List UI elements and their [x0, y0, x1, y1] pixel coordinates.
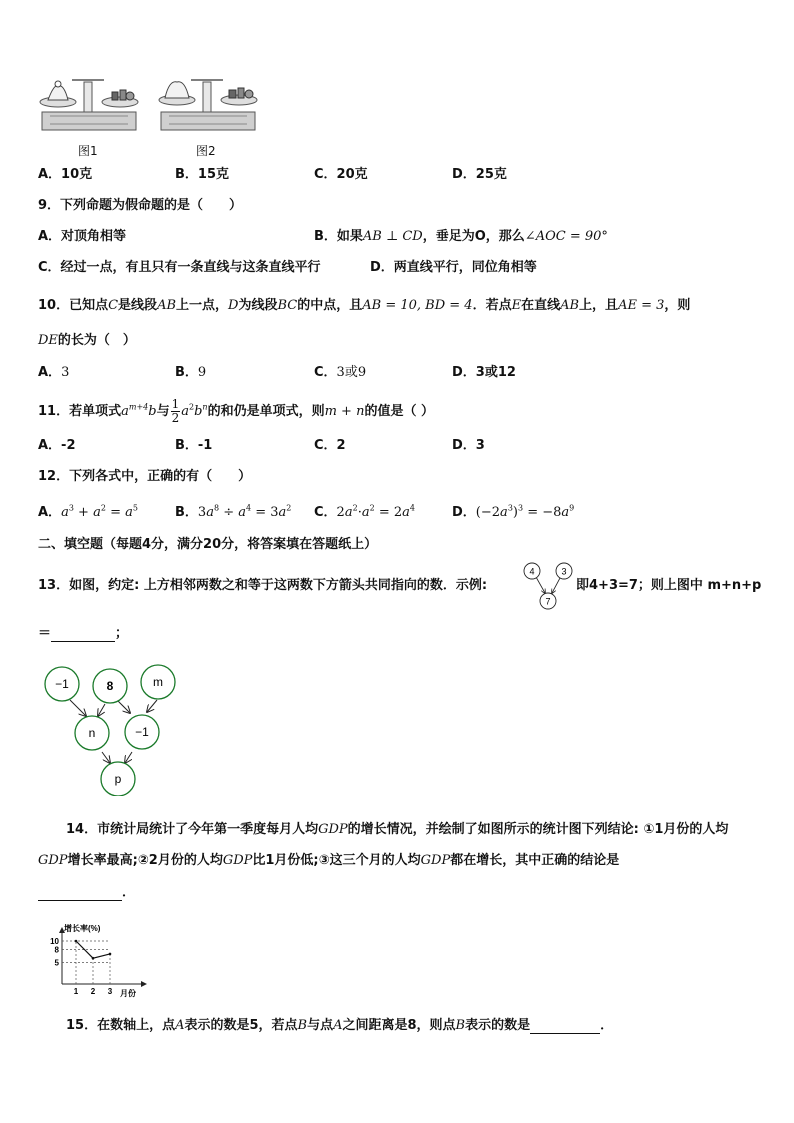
q10-stem-line-2: DE的长为（ ）	[38, 333, 136, 348]
q14-stem-line-2: GDP增长率最高;②2月份的人均GDP比1月份低;③这三个月的人均GDP都在增长，其中正确的结论是	[38, 853, 620, 868]
svg-text:p: p	[114, 772, 122, 786]
q11-stem: 11．若单项式$a^{m+4}b$与 $\frac{1}{2}$ $a^2b^n$的和仍是单项式，则m + n的值是（ ）	[38, 397, 434, 425]
q14-stem-line-1: 14．市统计局统计了今年第一季度每月人均GDP的增长情况，并绘制了如图所示的统计图下列结论: ①1月份的人均	[66, 822, 729, 837]
q12-option-a: A．$a^3 + a^2 = a^5$	[38, 503, 138, 520]
q13-answer-line: ＝ ；	[38, 626, 129, 641]
y-tick-label-10: 10	[50, 937, 59, 946]
q12-stem: 12．下列各式中，正确的有（ ）	[38, 469, 252, 484]
chart-xlabel: 月份	[120, 989, 136, 998]
example-node-4	[524, 563, 540, 579]
figure-1-caption: 图1	[78, 144, 98, 158]
q13-answer-blank[interactable]	[51, 628, 115, 642]
q15-answer-blank[interactable]	[530, 1020, 600, 1034]
q14-answer-line: ．	[38, 885, 135, 901]
q12-option-c: C．$2a^2\cdot a^2 = 2a^4$	[314, 503, 415, 520]
node-minus1-top	[45, 667, 79, 701]
fraction-one-half: $\frac{1}{2}$	[171, 397, 180, 425]
svg-text:8: 8	[106, 679, 114, 693]
y-tick-label-5: 5	[54, 958, 59, 968]
q13-number-tree-diagram	[40, 656, 190, 796]
q8-option-d: D．25克	[452, 167, 507, 182]
svg-text:−1: −1	[135, 725, 149, 739]
arrow-8-to-minus1	[118, 701, 130, 713]
q8-option-a: A．10克	[38, 167, 93, 182]
balance-scale-figure-1	[36, 76, 142, 136]
q8-option-b: B．15克	[175, 167, 229, 182]
q11-option-c: C．2	[314, 438, 346, 453]
q9-option-a: A．对顶角相等	[38, 229, 127, 244]
q10-option-c: C．3或9	[314, 365, 367, 380]
q10-option-b: B．9	[175, 365, 207, 380]
q10-option-d: D．3或12	[452, 365, 516, 380]
x-tick-label-2: 2	[90, 987, 96, 996]
q10-option-a: A．3	[38, 365, 70, 380]
q15-stem: 15．在数轴上，点A表示的数是5，若点B与点A之间距离是8，则点B表示的数是 ．	[66, 1018, 614, 1033]
node-minus1-middle	[125, 715, 159, 749]
q10-stem-line-1: 10．已知点C是线段AB上一点，D为线段BC的中点，且AB = 10, BD = 4．若点E在直线AB上，且AE = 3，则	[38, 298, 691, 313]
svg-text:m: m	[153, 675, 163, 689]
section-2-heading: 二、填空题（每题4分，满分20分，将答案填在答题纸上）	[38, 537, 378, 552]
q9-option-d: D．两直线平行，同位角相等	[370, 260, 537, 275]
q8-option-c: C．20克	[314, 167, 368, 182]
chart-ylabel: 增长率(%)	[64, 924, 101, 933]
x-tick-label-1: 1	[73, 987, 79, 996]
q11-option-d: D．3	[452, 438, 485, 453]
q11-option-a: A．-2	[38, 438, 76, 453]
x-tick-label-3: 3	[107, 987, 113, 996]
series-line-growth-rate	[76, 941, 110, 958]
q14-answer-blank[interactable]	[38, 887, 122, 901]
arrow-8-to-n	[98, 704, 105, 716]
example-node-7	[540, 593, 556, 609]
svg-text:4: 4	[529, 566, 535, 577]
svg-text:−1: −1	[55, 677, 69, 691]
q13-example-diagram	[520, 561, 576, 611]
arrow-n-to-p	[102, 752, 110, 763]
svg-text:7: 7	[545, 596, 551, 607]
gdp-growth-line-chart	[42, 922, 150, 1002]
node-p	[101, 762, 135, 796]
node-m	[141, 665, 175, 699]
q9-option-c: C．经过一点，有且只有一条直线与这条直线平行	[38, 260, 321, 275]
arrow-minus1-to-p	[125, 752, 132, 763]
example-node-3	[556, 563, 572, 579]
figure-2-caption: 图2	[196, 144, 216, 158]
data-point-month-2	[92, 957, 95, 960]
q9-option-b: B．如果AB ⊥ CD，垂足为O，那么∠AOC = 90°	[314, 229, 608, 244]
arrow-minus1-to-n	[70, 700, 86, 716]
arrow-m-to-minus1	[147, 700, 157, 712]
balance-scale-figure-2	[155, 76, 261, 136]
q13-stem: 13．如图，约定: 上方相邻两数之和等于这两数下方箭头共同指向的数．示例:	[38, 578, 488, 593]
q12-option-d: D．$(-2a^3)^3 = -8a^9$	[452, 503, 575, 520]
q11-option-b: B．-1	[175, 438, 213, 453]
q9-stem: 9．下列命题为假命题的是（ ）	[38, 198, 243, 213]
node-8	[93, 669, 127, 703]
data-point-month-3	[109, 953, 112, 956]
data-point-month-1	[75, 940, 78, 943]
y-tick-label-8: 8	[54, 945, 59, 955]
q13-stem-continued: 即4+3=7；则上图中 m+n+p	[576, 578, 762, 593]
svg-text:3: 3	[561, 566, 567, 577]
svg-text:n: n	[88, 726, 96, 740]
node-n	[75, 716, 109, 750]
q12-option-b: B．$3a^8 \div a^4 = 3a^2$	[175, 503, 292, 520]
